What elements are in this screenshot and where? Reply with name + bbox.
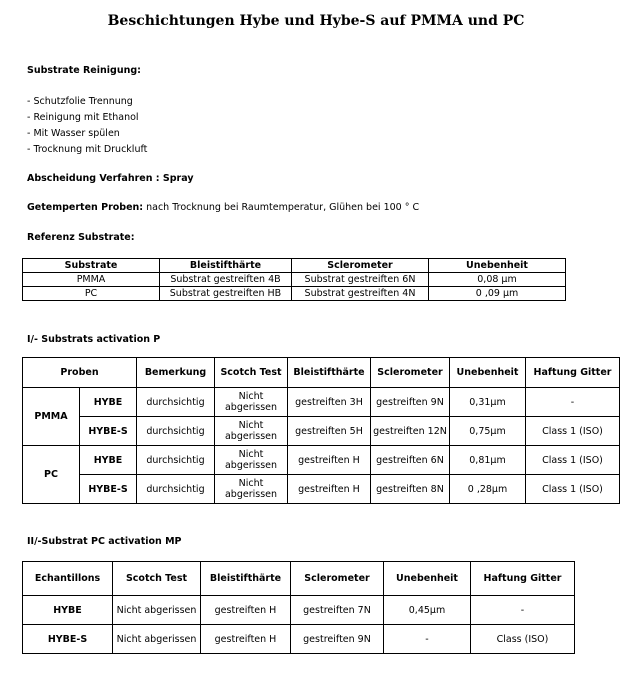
table-cell: gestreiften 7N: [291, 596, 384, 625]
table-cell: HYBE: [80, 388, 137, 417]
column-header: Sclerometer: [291, 562, 384, 596]
column-header: Substrate: [23, 259, 160, 273]
activation-p-table: [22, 357, 620, 504]
table-cell: HYBE-S: [80, 417, 137, 446]
column-header: Echantillons: [23, 562, 113, 596]
table-cell: Class (ISO): [471, 625, 575, 654]
table-cell: -: [384, 625, 471, 654]
column-header: Bleistifthärte: [288, 358, 371, 388]
table-cell: 0 ,09 µm: [429, 287, 566, 301]
table-cell: gestreiften 12N: [371, 417, 450, 446]
getemperten-text: nach Trocknung bei Raumtemperatur, Glühen bei 100 ° C: [143, 202, 420, 213]
column-header: Sclerometer: [292, 259, 429, 273]
table-row: [23, 596, 575, 625]
referenz-table: [22, 258, 566, 301]
column-header: Scotch Test: [113, 562, 201, 596]
reinigung-step: - Reinigung mit Ethanol: [27, 112, 139, 123]
column-header: Unebenheit: [450, 358, 526, 388]
column-header: Bleistifthärte: [201, 562, 291, 596]
table-cell: gestreiften H: [201, 596, 291, 625]
table-cell: gestreiften 9N: [291, 625, 384, 654]
table-cell: gestreiften 5H: [288, 417, 371, 446]
column-header: Bemerkung: [137, 358, 215, 388]
substrate-label: PMMA: [23, 388, 80, 446]
table-cell: HYBE-S: [80, 475, 137, 504]
table-cell: HYBE-S: [23, 625, 113, 654]
column-header: Sclerometer: [371, 358, 450, 388]
table-cell: 0,75µm: [450, 417, 526, 446]
table-cell: durchsichtig: [137, 388, 215, 417]
column-header: Unebenheit: [384, 562, 471, 596]
table-cell: HYBE: [80, 446, 137, 475]
referenz-heading: Referenz Substrate:: [27, 232, 135, 243]
table-cell: Nicht abgerissen: [215, 446, 288, 475]
table-cell: durchsichtig: [137, 417, 215, 446]
table-cell: HYBE: [23, 596, 113, 625]
table-row: [23, 287, 566, 301]
table-header-row: [23, 358, 620, 388]
table-cell: 0 ,28µm: [450, 475, 526, 504]
table-row: [23, 475, 620, 504]
table-cell: durchsichtig: [137, 475, 215, 504]
section2-heading: II/-Substrat PC activation MP: [27, 536, 182, 547]
getemperten-label: Getemperten Proben:: [27, 202, 144, 213]
substrate-label: PC: [23, 446, 80, 504]
reinigung-heading: Substrate Reinigung:: [27, 65, 141, 76]
table-header-row: [23, 562, 575, 596]
table-cell: PC: [23, 287, 160, 301]
column-header: Haftung Gitter: [526, 358, 620, 388]
table-cell: 0,08 µm: [429, 273, 566, 287]
table-row: [23, 273, 566, 287]
table-cell: Substrat gestreiften 4N: [292, 287, 429, 301]
table-cell: gestreiften 8N: [371, 475, 450, 504]
activation-mp-table: [22, 561, 575, 654]
table-cell: gestreiften H: [288, 446, 371, 475]
table-cell: Nicht abgerissen: [215, 417, 288, 446]
column-header: Haftung Gitter: [471, 562, 575, 596]
table-cell: Substrat gestreiften 6N: [292, 273, 429, 287]
table-cell: Substrat gestreiften HB: [160, 287, 292, 301]
table-cell: durchsichtig: [137, 446, 215, 475]
table-cell: 0,45µm: [384, 596, 471, 625]
column-header: Bleistifthärte: [160, 259, 292, 273]
table-row: [23, 417, 620, 446]
reinigung-step: - Trocknung mit Druckluft: [27, 144, 148, 155]
abscheidung-text: Abscheidung Verfahren : Spray: [27, 173, 194, 184]
table-cell: gestreiften 6N: [371, 446, 450, 475]
document-title: Beschichtungen Hybe und Hybe-S auf PMMA und PC: [107, 13, 525, 29]
table-cell: -: [526, 388, 620, 417]
table-cell: Class 1 (ISO): [526, 417, 620, 446]
column-header: Unebenheit: [429, 259, 566, 273]
table-cell: Nicht abgerissen: [215, 475, 288, 504]
section1-heading: I/- Substrats activation P: [27, 334, 161, 345]
table-header-row: [23, 259, 566, 273]
table-row: [23, 625, 575, 654]
table-cell: -: [471, 596, 575, 625]
table-cell: Class 1 (ISO): [526, 446, 620, 475]
table-cell: gestreiften H: [201, 625, 291, 654]
getemperten-line: [27, 202, 419, 214]
reinigung-step: - Schutzfolie Trennung: [27, 96, 133, 107]
table-cell: Nicht abgerissen: [113, 596, 201, 625]
table-cell: Class 1 (ISO): [526, 475, 620, 504]
table-cell: PMMA: [23, 273, 160, 287]
column-header: Scotch Test: [215, 358, 288, 388]
table-cell: gestreiften 3H: [288, 388, 371, 417]
table-cell: Nicht abgerissen: [113, 625, 201, 654]
table-cell: gestreiften H: [288, 475, 371, 504]
table-cell: Substrat gestreiften 4B: [160, 273, 292, 287]
table-cell: gestreiften 9N: [371, 388, 450, 417]
reinigung-step: - Mit Wasser spülen: [27, 128, 120, 139]
table-cell: 0,31µm: [450, 388, 526, 417]
table-cell: 0,81µm: [450, 446, 526, 475]
table-row: [23, 388, 620, 417]
table-cell: Nicht abgerissen: [215, 388, 288, 417]
table-row: [23, 446, 620, 475]
column-header: Proben: [23, 358, 137, 388]
